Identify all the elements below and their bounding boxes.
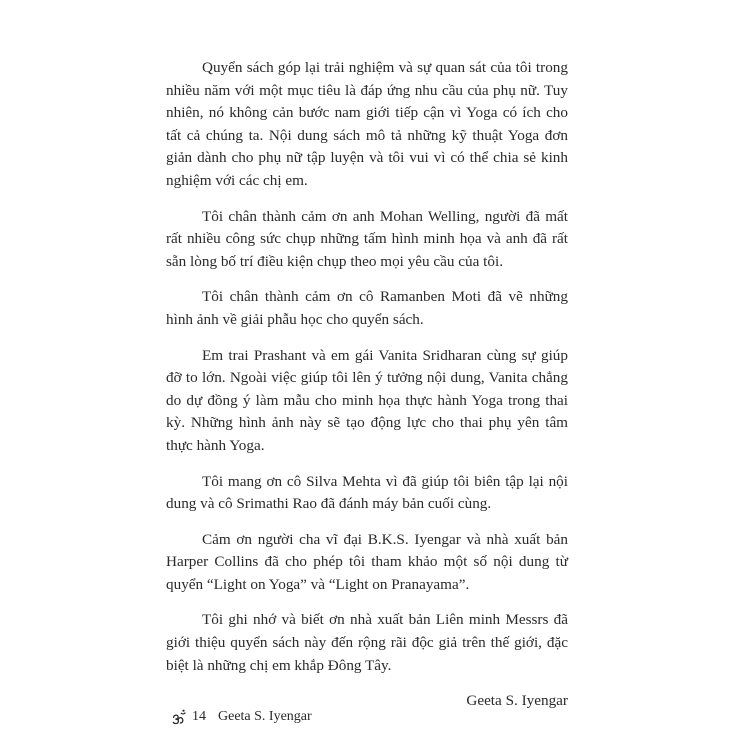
- paragraph-7: Tôi ghi nhớ và biết ơn nhà xuất bản Liên minh Messrs đã giới thiệu quyển sách này đến rộng rãi độc giả trên thế giới, đặc biệt là những chị em khắp Đông Tây.: [166, 611, 568, 674]
- signature: Geeta S. Iyengar: [466, 692, 568, 710]
- paragraph-3: Tôi chân thành cảm ơn cô Ramanben Moti đã vẽ những hình ảnh về giải phẫu học cho quyển sách.: [166, 288, 568, 328]
- paragraph-1: Quyển sách góp lại trải nghiệm và sự quan sát của tôi trong nhiều năm với một mục tiêu là đáp ứng nhu cầu của phụ nữ. Tuy nhiên, nó không cản bước nam giới tiếp cận vì Yoga có ích cho tất cả chúng ta. Nội dung sách mô tả những kỹ thuật Yoga đơn giản dành cho phụ nữ tập luyện và tôi vui vì có thể chia sẻ kinh nghiệm với các chị em.: [166, 59, 568, 189]
- om-icon: [170, 708, 188, 726]
- paragraph-5: Tôi mang ơn cô Silva Mehta vì đã giúp tôi biên tập lại nội dung và cô Srimathi Rao đã đánh máy bản cuối cùng.: [166, 472, 568, 513]
- running-footer-author: Geeta S. Iyengar: [218, 709, 312, 724]
- paragraph-6: Cảm ơn người cha vĩ đại B.K.S. Iyengar và nhà xuất bản Harper Collins đã cho phép tôi tham khảo một số nội dung từ quyển “Light on Yoga” và “Light on Pranayama”.: [166, 530, 568, 593]
- page-footer: [170, 706, 312, 728]
- paragraph-4: Em trai Prashant và em gái Vanita Sridharan cùng sự giúp đỡ to lớn. Ngoài việc giúp tôi lên ý tưởng nội dung, Vanita chẳng do dự đồng ý làm mẫu cho minh họa thực hành Yoga trong thai kỳ. Những hình ảnh này sẽ tạo động lực cho thai phụ yên tâm thực hành Yoga.: [166, 346, 568, 454]
- page-number: 14: [192, 709, 206, 724]
- paragraph-2: Tôi chân thành cảm ơn anh Mohan Welling, người đã mất rất nhiều công sức chụp những tấm hình minh họa và anh đã rất sẵn lòng bố trí điều kiện chụp theo mọi yêu cầu của tôi.: [166, 207, 568, 270]
- page-body: [166, 57, 568, 713]
